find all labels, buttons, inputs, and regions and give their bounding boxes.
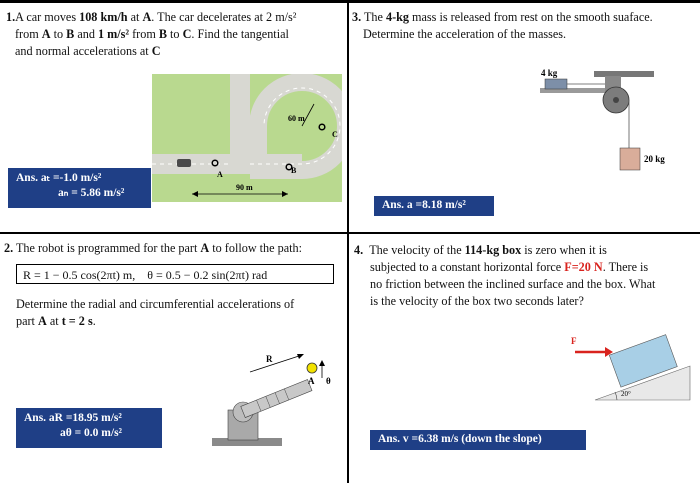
label-c: C (332, 130, 338, 139)
problem4-answer: Ans. v =6.38 m/s (down the slope) (370, 430, 586, 450)
problem1-answer: Ans. aₜ =-1.0 m/s² aₙ = 5.86 m/s² (8, 168, 151, 208)
path-equation: R = 1 − 0.5 cos(2πt) m, θ = 0.5 − 0.2 sin(2πt) rad (16, 264, 334, 284)
problem3-text: 3. The 4-kg mass is released from rest on the smooth suaface. Determine the acceleration of the masses. (352, 10, 653, 41)
label-a: A (217, 170, 223, 179)
block-20kg-label: 20 kg (644, 154, 665, 164)
block-4kg-label: 4 kg (541, 68, 558, 78)
r-arrow (250, 355, 302, 372)
horizontal-divider (0, 232, 700, 234)
label-theta: θ (326, 376, 331, 386)
block-20kg (620, 148, 640, 170)
theta-arrowhead (319, 360, 325, 366)
label-b: B (291, 166, 297, 175)
problem4-text: 4. The velocity of the 114-kg box is zero when it is subjected to a constant horizontal force F=20 N. There is no friction between the inclined surface and the box. What is the velocity of the box two seconds later? (354, 243, 656, 308)
pulley-mount (594, 71, 654, 77)
problem3-answer: Ans. a =8.18 m/s² (374, 196, 494, 216)
label-f: F (571, 336, 577, 346)
problem2-question: Determine the radial and circumferential accelerations of part A at t = 2 s. (16, 297, 295, 328)
robot-arm (241, 379, 312, 417)
road-figure (152, 74, 342, 202)
label-r: R (266, 354, 273, 364)
part-a-marker (307, 363, 317, 373)
label-a: A (308, 376, 315, 386)
block-4kg (545, 79, 567, 89)
problem2-heading: 2. The robot is programmed for the part A to follow the path: (4, 241, 302, 255)
incline-figure (565, 330, 693, 406)
radius-label: 60 m (288, 114, 305, 123)
problem2-answer: Ans. aR =18.95 m/s² aθ = 0.0 m/s² (16, 408, 162, 448)
pulley-figure (520, 66, 695, 184)
problem1-text: 1.A car moves 108 km/h at A. The car decelerates at 2 m/s² from A to B and 1 m/s² from B to C. Find the tangential and normal accelerations at C (6, 10, 297, 58)
r-arrowhead (297, 354, 304, 359)
car-icon (177, 159, 191, 167)
robot-figure (200, 350, 340, 460)
top-rule (0, 0, 700, 3)
vertical-divider (347, 3, 349, 483)
distance-label: 90 m (236, 183, 253, 192)
pulley-axle (613, 97, 619, 103)
angle-label: 20° (621, 390, 631, 398)
